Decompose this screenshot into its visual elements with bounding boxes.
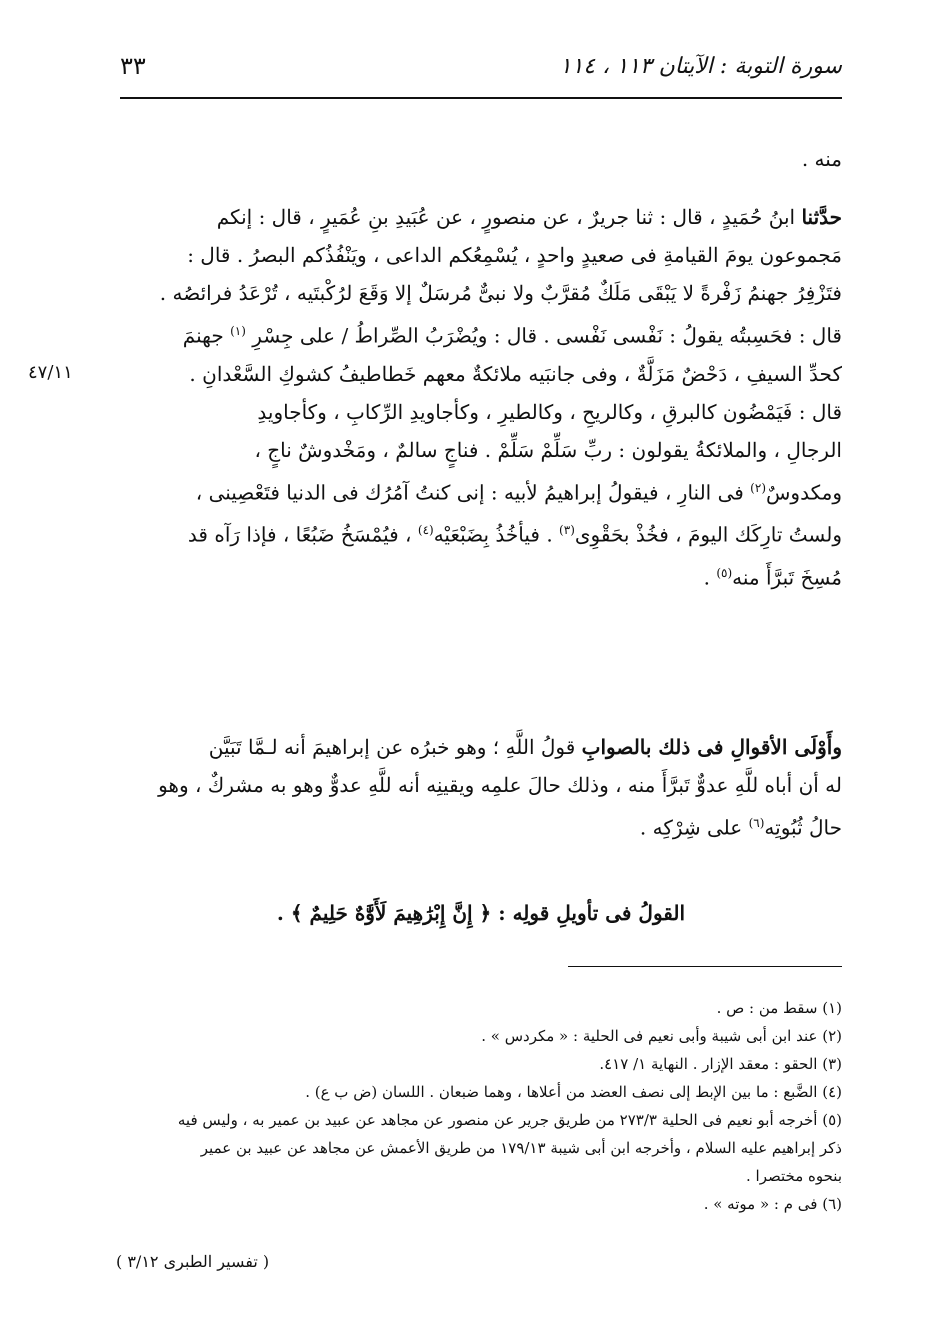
text-line: فتَزْفِرُ جهنمُ زَفْرةً لا يَبْقَى مَلَكٌ مُقرَّبٌ ولا نبىٌّ مُرسَلٌ إلا وَقَعَ لرُكْبتَيه ، تُرْعَدُ فرائصُه . (159, 281, 842, 305)
line-text: جهنمَ (182, 323, 224, 348)
line-text: منه . (801, 147, 842, 171)
footnote-ref: (٥) (716, 565, 733, 580)
paragraph-lead: وأَوْلَى الأقوالِ فى ذلك بالصوابِ (581, 735, 842, 759)
text-line: كحدِّ السيفِ ، دَحْضٌ مَزَلَّةٌ ، وفى جانبَيه ملائكةٌ معهم خَطاطيفُ كشوكِ السَّعْدانِ . (189, 361, 842, 386)
footnote: (٤) الضَّبع : ما بين الإبط إلى نصف العضد من أعلاها ، وهما ضبعان . اللسان (ض ب ع) . (305, 1083, 842, 1101)
line-text: ابنُ حُمَيدٍ ، قال : ثنا جريرٌ ، عن منصورٍ ، عن عُبَيدِ بنِ عُمَيرٍ ، قال : إنكم (216, 205, 796, 229)
text-line: الرجالِ ، والملائكةُ يقولون : ربِّ سَلِّمْ سَلِّمْ . فناجٍ سالمٌ ، ومَخْدوشٌ ناجٍ ، (254, 437, 842, 462)
hadith-lead: حدَّثنا (801, 205, 842, 229)
text-line (120, 469, 842, 512)
paragraph-1 (120, 198, 842, 597)
line-text: فى النارِ ، فيقولُ إبراهيمُ لأبيه : إنى كنتُ آمُرُك فى الدنيا فتَعْصِينى ، (195, 480, 744, 505)
text-line (120, 140, 842, 178)
text-line (120, 511, 842, 554)
text-line (120, 728, 842, 766)
text-line (120, 554, 842, 597)
text-line: مَجموعون يومَ القيامةِ فى صعيدٍ واحدٍ ، يُسْمِعُكم الداعى ، ويَنْفُذُكم البصرُ . قال : (187, 243, 842, 267)
line-text: على شِرْكِه . (639, 815, 743, 840)
footnote: (٦) فى م : « موته » . (703, 1195, 842, 1213)
footnote-ref: (٣) (559, 523, 575, 538)
text-line (120, 312, 842, 355)
footer-source: ( تفسير الطبرى ٣/١٢ ) (116, 1252, 270, 1271)
paragraph-2 (120, 728, 842, 847)
footnote: (٣) الحقو : معقد الإزار . النهاية ١/ ٤١٧. (599, 1055, 842, 1073)
footnote-rule (568, 966, 842, 967)
footnotes (120, 994, 842, 1218)
header-title: سورة التوبة : الآيتان ١١٣ ، ١١٤ (559, 54, 842, 79)
footnote: (١) سقط من : ص . (716, 999, 842, 1017)
footnote: بنحوه مختصرا . (746, 1167, 842, 1185)
line-text: حالُ ثُبُوتِه (764, 815, 842, 840)
text-line: له أن أباه للَّهِ عدوٌّ تَبرَّأَ منه ، وذلك حالَ علمِه ويقينِه أنه للَّهِ عدوٌّ وهو به مشركٌ ، وهو (158, 773, 842, 797)
main-text (120, 140, 842, 178)
page-number: ٣٣ (120, 52, 146, 80)
footnote-ref: (٢) (750, 480, 766, 495)
line-text: . (703, 565, 710, 590)
footnote: ذكر إبراهيم عليه السلام ، وأخرجه ابن أبى شيبة ١٧٩/١٣ من طريق الأعمش عن مجاهد عن عبيد بن عمير (200, 1139, 842, 1157)
line-text: قولُ اللَّهِ ؛ وهو خبرُه عن إبراهيمَ أنه لـمَّا تَبَيَّن (208, 735, 576, 759)
line-text: . فيأخُذُ بِضَبْعَيْه (433, 522, 553, 547)
margin-reference: ٤٧/١١ (28, 362, 73, 383)
text-line (120, 198, 842, 236)
text-line (120, 804, 842, 847)
running-header (120, 48, 842, 92)
line-text: ، فيُمْسَخُ ضَبُعًا ، فإذا رَآه قد (187, 522, 412, 547)
footnote-ref: (١) (230, 324, 246, 338)
header-rule (120, 97, 842, 99)
line-text: ولستُ تارِكَك اليومَ ، فخُذْ بحَقْوِى (574, 522, 842, 547)
section-heading: القولُ فى تأويلِ قولِه : ﴿ إِنَّ إِبْرَٰهِيمَ لَأَوَّٰهٌ حَلِيمٌ ﴾ . (276, 901, 686, 925)
footnote: (٢) عند ابن أبى شيبة وأبى نعيم فى الحلية : « مكردس » . (481, 1027, 842, 1045)
line-text: مُسِخَ تَبرَّأَ منه (732, 565, 842, 590)
line-text: قال : فحَسِبتُه يقولُ : نَفْسى نَفْسى . قال : ويُضْرَبُ الصِّراطُ / على جِسْرِ (252, 323, 842, 348)
footnote-ref: (٦) (748, 816, 765, 830)
footnote: (٥) أخرجه أبو نعيم فى الحلية ٢٧٣/٣ من طريق جرير عن منصور عن مجاهد عن عبيد بن عمير به ، وليس فيه (177, 1111, 842, 1129)
text-line: قال : فَيَمْضُون كالبرقِ ، وكالريحِ ، وكالطيرِ ، وكأجاويدِ الرِّكابِ ، وكأجاويدِ (257, 399, 842, 424)
footnote-ref: (٤) (417, 523, 434, 538)
line-text: ومكدوسٌ (766, 480, 842, 505)
section-heading-block (120, 894, 842, 932)
